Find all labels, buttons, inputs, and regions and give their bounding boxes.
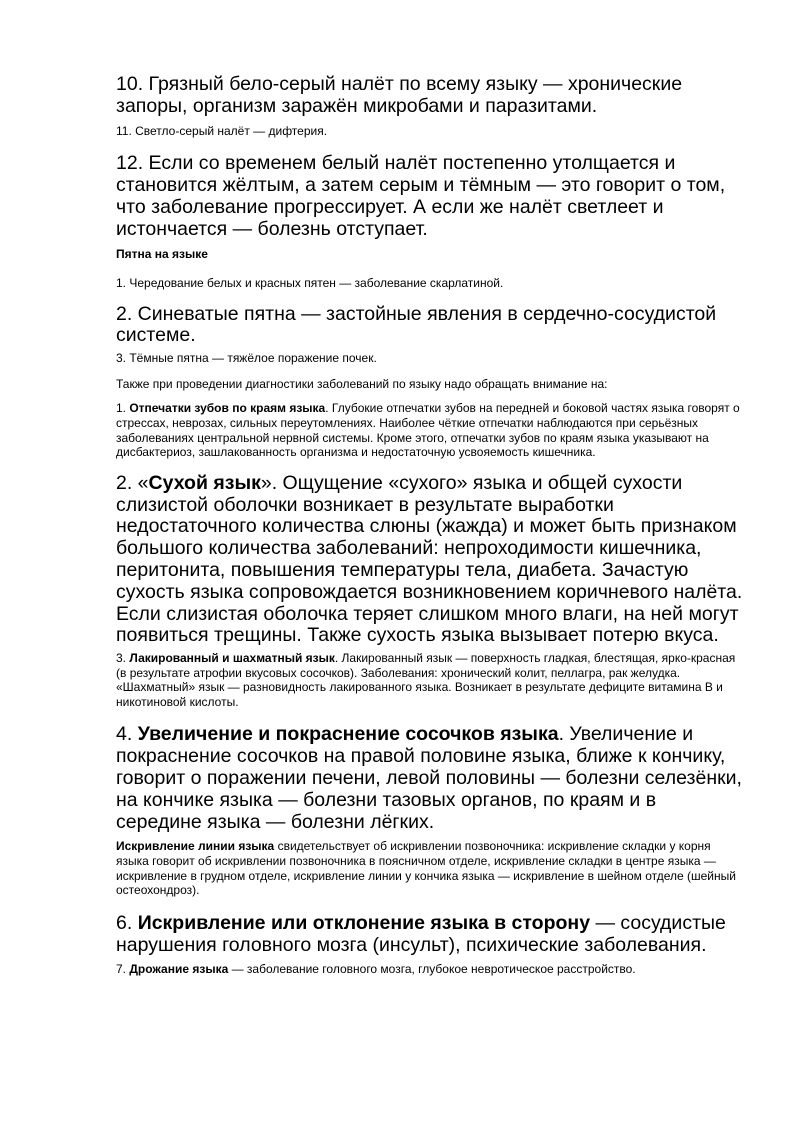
diagnostics-item-1-text: . Глубокие отпечатки зубов на передней и боковой частях языка говорят о стрессах, неврозах, сильных переутомлениях. Наиболее чёткие отпечатки наблюдаются при серьёзных заболеваниях центральной нервной системы. Кроме этого, отпечатки зубов по краям языка указывают на дисбактериоз, зашлакованность организма и недостаточную усвояемость кишечника. — [116, 401, 740, 460]
diagnostics-item-4 — [116, 724, 746, 833]
diagnostics-item-6 — [116, 913, 746, 957]
diagnostics-item-1-num: 1. — [116, 401, 130, 416]
diagnostics-item-2-text: ». Ощущение «сухого» языка и общей сухости слизистой оболочки возникает в результате выработки недостаточного количества слюны (жажда) и может быть признаком большого количества заболеваний: непроходимости кишечника, перитонита, повышения температуры тела, диабета. Зачастую сухость языка сопровождается возникновением коричневого налёта. Если слизистая оболочка теряет слишком много влаги, на ней могут появиться трещины. Также сухость языка вызывает потерю вкуса. — [116, 471, 743, 647]
document-page — [116, 70, 746, 977]
diagnostics-item-4-text: . Увеличение и покраснение сосочков на правой половине языка, ближе к кончику, говорит о поражении печени, левой половины — болезни селезёнки, на кончике языка — болезни тазовых органов, по краям и в середине языка — болезни лёгких. — [116, 723, 742, 833]
diagnostics-item-6-text: — сосудистые нарушения головного мозга (инсульт), психические заболевания. — [116, 911, 726, 956]
diagnostics-item-7-title: Дрожание языка — [129, 962, 229, 977]
spots-item-3: 3. Тёмные пятна — тяжёлое поражение почек. — [116, 351, 377, 366]
diagnostics-item-2 — [116, 473, 746, 647]
paragraph-10: 10. Грязный бело-серый налёт по всему языку — хронические запоры, организм заражён микробами и паразитами. — [116, 73, 683, 117]
diagnostics-item-3-title: Лакированный и шахматный язык — [129, 651, 335, 666]
diagnostics-item-1-title: Отпечатки зубов по краям языка — [129, 401, 326, 416]
diagnostics-item-5-title: Искривление линии языка — [116, 839, 275, 854]
diagnostics-item-5-text: свидетельствует об искривлении позвоночника: искривление складки у корня языка говорит об искривлении позвоночника в поясничном отделе, искривление складки в центре языка — искривление в грудном отделе, искривление линии у кончика языка — искривление в шейном отделе (шейный остеохондроз). — [116, 839, 736, 898]
spots-item-1: 1. Чередование белых и красных пятен — заболевание скарлатиной. — [116, 275, 504, 290]
section-heading-spots — [116, 247, 746, 262]
diagnostics-item-3 — [116, 651, 746, 709]
diagnostics-item-6-title: Искривление или отклонение языка в сторону — [137, 911, 591, 934]
diagnostics-item-3-num: 3. — [116, 651, 130, 666]
diagnostics-item-2-num: 2. « — [116, 471, 149, 494]
diagnostics-item-3-text: . Лакированный язык — поверхность гладкая, блестящая, ярко-красная (в результате атрофии вкусовых сосочков). Заболевания: хронический колит, пеллагра, рак желудка. «Шахматный» язык — разновидность лакированного языка. Возникает в результате дефиците витамина В и никотиновой кислоты. — [116, 651, 736, 709]
diagnostics-item-7 — [116, 962, 746, 977]
spots-item-2: 2. Синеватые пятна — застойные явления в сердечно-сосудистой системе. — [116, 302, 717, 347]
section-heading-spots-text: Пятна на языке — [116, 247, 208, 262]
diagnostics-item-7-text: — заболевание головного мозга, глубокое невротическое расстройство. — [228, 962, 636, 977]
diagnostics-item-5 — [116, 839, 746, 897]
diagnostics-item-2-title: Сухой язык — [148, 471, 261, 494]
diagnostics-item-1 — [116, 401, 746, 459]
diagnostics-item-4-title: Увеличение и покраснение сосочков языка — [137, 723, 559, 746]
diagnostics-item-4-num: 4. — [116, 723, 138, 746]
diagnostics-item-6-num: 6. — [116, 911, 138, 934]
paragraph-12: 12. Если со временем белый налёт постепенно утолщается и становится жёлтым, а затем серым и тёмным — это говорит о том, что заболевание прогрессирует. А если же налёт светлеет и истончается — болезнь отступает. — [116, 152, 726, 240]
paragraph-11: 11. Светло-серый налёт — дифтерия. — [116, 123, 328, 138]
diagnostics-item-7-num: 7. — [116, 962, 130, 977]
diagnostics-intro: Также при проведении диагностики заболеваний по языку надо обращать внимание на: — [116, 376, 608, 391]
